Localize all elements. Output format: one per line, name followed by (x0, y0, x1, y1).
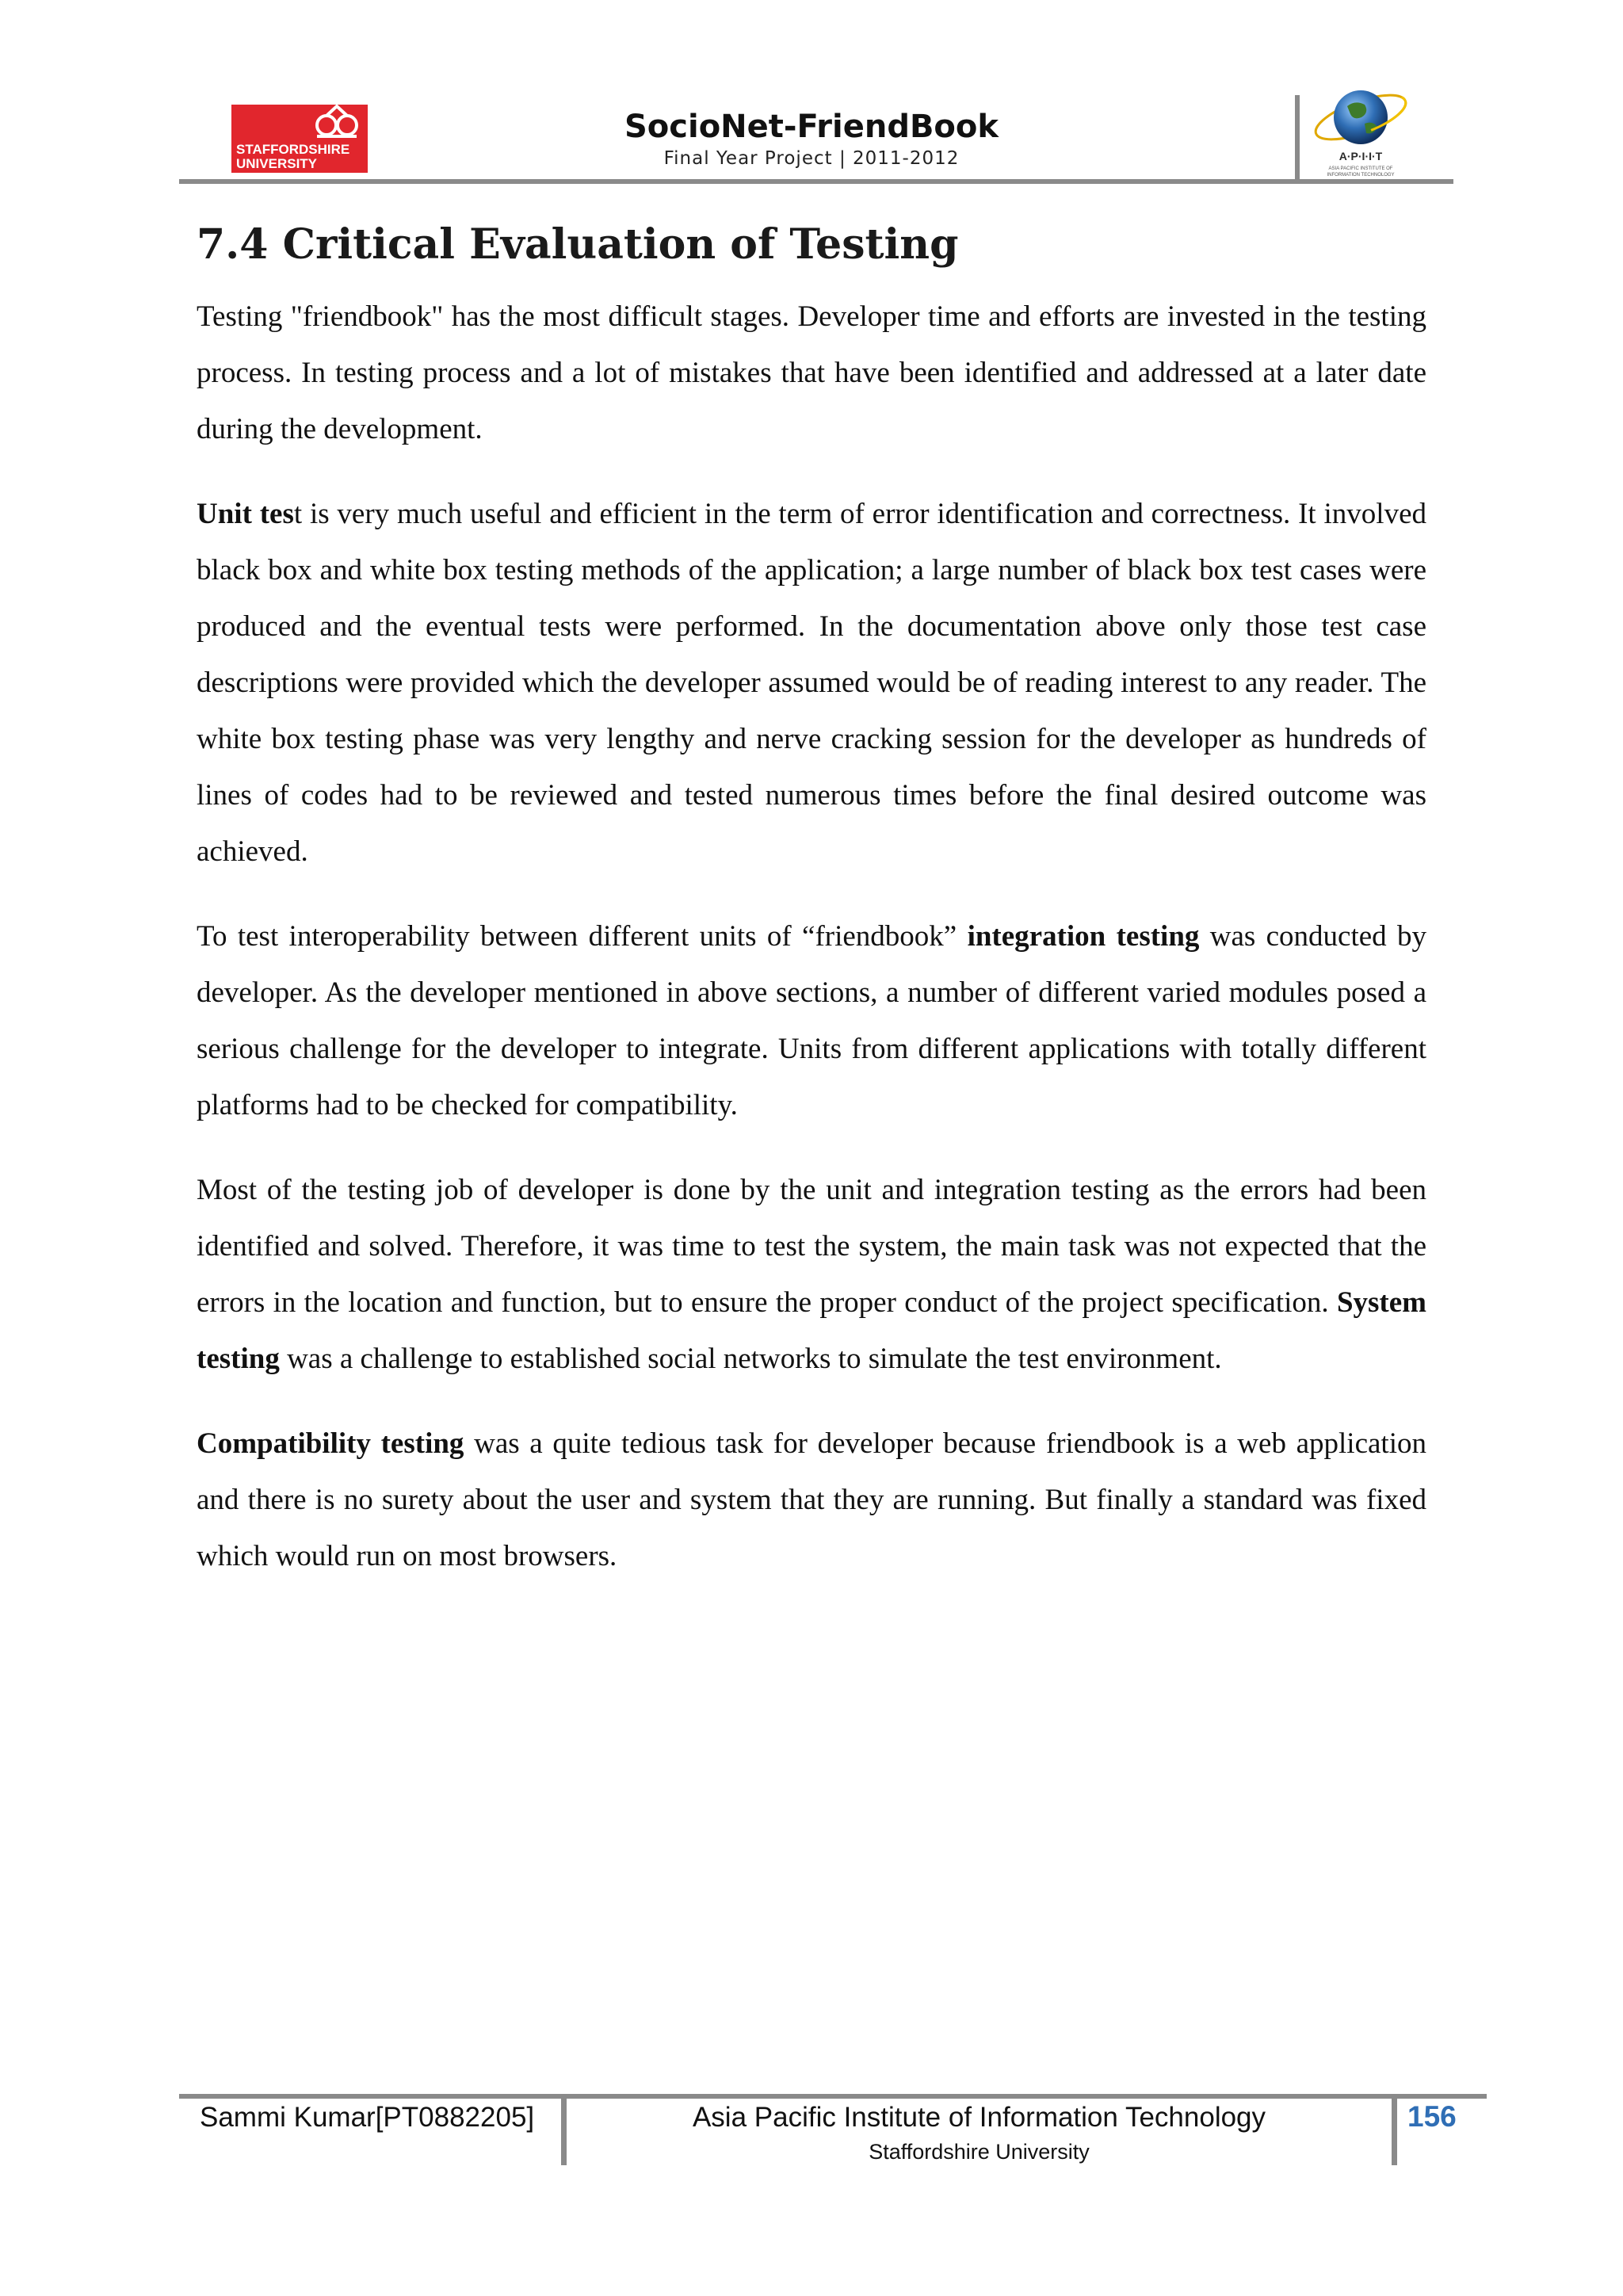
apiit-globe-logo (1309, 76, 1412, 179)
apiit-logo-subtext-1: ASIA PACIFIC INSTITUTE OF (1328, 166, 1393, 171)
header-subtitle: Final Year Project | 2011-2012 (663, 148, 960, 169)
staffordshire-logo-line1: STAFFORDSHIRE (236, 142, 350, 157)
apiit-logo-subtext-2: INFORMATION TECHNOLOGY (1327, 173, 1395, 178)
bold-term-compatibility-testing: Compatibility testing (197, 1427, 464, 1460)
staffordshire-logo-line2: UNIVERSITY (236, 156, 318, 171)
paragraph-text: was conducted by developer. As the developer mentioned in above sections, a number of different varied modules posed a serious challenge for the developer to integrate. Units from different applications with totally different platforms had to be checked for compatibility. (197, 920, 1426, 1121)
paragraph-text: Most of the testing job of developer is done by the unit and integration testing as the errors had been identified and solved. Therefore, it was time to test the system, the main task was not expected that the errors in the location and function, but to ensure the proper conduct of the project specification. (197, 1174, 1426, 1319)
section-heading: 7.4 Critical Evaluation of Testing (197, 220, 959, 269)
header-separator (1295, 95, 1300, 179)
footer-university: Staffordshire University (869, 2140, 1090, 2164)
paragraph-unit-test (197, 486, 1426, 880)
bold-term-unit-test: Unit tes (197, 498, 294, 530)
apiit-logo-text: A·P·I·I·T (1338, 150, 1383, 162)
paragraph-text: was a challenge to established social networks to simulate the test environment. (279, 1343, 1222, 1375)
paragraph-system-testing (197, 1162, 1426, 1387)
bold-term-integration-testing: integration testing (967, 920, 1200, 953)
paragraph-integration-testing (197, 908, 1426, 1133)
page-number: 156 (1407, 2100, 1457, 2133)
paragraph-compatibility-testing (197, 1415, 1426, 1584)
bold-term-system-testing: System testing (197, 1286, 1426, 1375)
paragraph-text: To test interoperability between different units of “friendbook” (197, 920, 968, 953)
footer-rule (179, 2094, 1487, 2099)
header-rule (179, 179, 1453, 184)
footer-institute: Asia Pacific Institute of Information Technology (692, 2102, 1266, 2133)
paragraph-text: t is very much useful and efficient in the term of error identification and correctness. It involved black box and white box testing methods of the application; a large number of black box test cases were produced and the eventual tests were performed. In the documentation above only those test case descriptions were provided which the developer assumed would be of reading interest to any reader. The white box testing phase was very lengthy and nerve cracking session for the developer as hundreds of lines of codes had to be reviewed and tested numerous times before the final desired outcome was achieved. (197, 498, 1426, 868)
footer-separator-right (1392, 2097, 1397, 2165)
footer-author: Sammi Kumar[PT0882205] (200, 2102, 535, 2133)
header-title: SocioNet-FriendBook (624, 109, 999, 145)
paragraph-testing-intro (197, 288, 1426, 457)
footer-separator-left (561, 2097, 567, 2165)
section-body (197, 288, 1426, 1613)
paragraph-text: was a quite tedious task for developer because friendbook is a web application and there is no surety about the user and system that they are running. But finally a standard was fixed which would run on most browsers. (197, 1427, 1426, 1572)
paragraph-text: Testing "friendbook" has the most difficult stages. Developer time and efforts are invested in the testing process. In testing process and a lot of mistakes that have been identified and addressed at a later date during the development. (197, 300, 1426, 445)
